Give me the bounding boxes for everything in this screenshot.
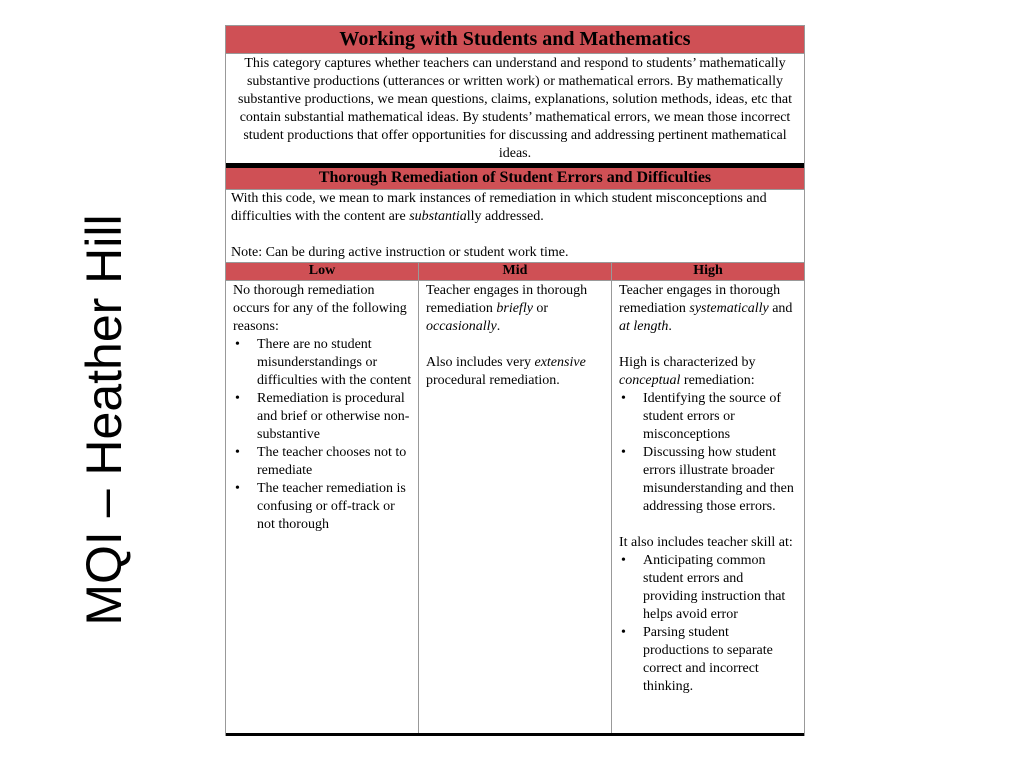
list-item: • There are no student misunderstandings or difficulties with the content [233, 336, 412, 390]
definition-text: With this code, we mean to mark instances of remediation in which student misconceptions and difficulties with the content are substantially addressed. [231, 191, 767, 224]
code-definition [226, 190, 804, 262]
mid-paragraph-2: Also includes very extensive procedural remediation. [426, 355, 586, 388]
definition-note: Note: Can be during active instruction or student work time. [231, 245, 569, 260]
list-item: • The teacher remediation is confusing or off-track or not thorough [233, 480, 412, 534]
definition-italic: substantia [409, 209, 467, 224]
level-table [226, 262, 804, 733]
rubric-document [225, 25, 805, 736]
page-title: Working with Students and Mathematics [226, 25, 804, 54]
side-title: MQI – Heather Hill [76, 214, 132, 626]
high-list-2 [619, 552, 798, 696]
list-item: • Discussing how student errors illustrate broader misunderstanding and then addressing those errors. [619, 444, 798, 516]
column-header-mid: Mid [418, 262, 611, 281]
cell-mid [418, 281, 611, 733]
low-reasons-list [233, 336, 412, 534]
cell-high [611, 281, 804, 733]
list-item: • Anticipating common student errors and providing instruction that helps avoid error [619, 552, 798, 624]
low-intro: No thorough remediation occurs for any of the following reasons: [233, 283, 407, 334]
column-header-high: High [611, 262, 804, 281]
high-paragraph-1: Teacher engages in thorough remediation systematically and at length. [619, 283, 793, 334]
cell-low [226, 281, 418, 733]
code-heading: Thorough Remediation of Student Errors and Difficulties [226, 168, 804, 190]
bottom-rule [226, 733, 804, 736]
category-description: This category captures whether teachers can understand and respond to students’ mathematically substantive productions (utterances or written work) or mathematical errors. By mathematically substantive productions, we mean questions, claims, explanations, solution methods, ideas, etc that contain substantial mathematical ideas. By students’ mathematical errors, we mean those incorrect student productions that offer opportunities for discussing and addressing pertinent mathematical ideas. [237, 56, 793, 161]
list-item: • Parsing student productions to separate correct and incorrect thinking. [619, 624, 798, 696]
list-item: • Identifying the source of student errors or misconceptions [619, 390, 798, 444]
list-item: • Remediation is procedural and brief or otherwise non-substantive [233, 390, 412, 444]
high-paragraph-2: High is characterized by conceptual remediation: [619, 355, 756, 388]
list-item: • The teacher chooses not to remediate [233, 444, 412, 480]
high-paragraph-3: It also includes teacher skill at: [619, 535, 793, 550]
mid-paragraph-1: Teacher engages in thorough remediation briefly or occasionally. [426, 283, 588, 334]
column-header-low: Low [226, 262, 418, 281]
high-list-1 [619, 390, 798, 516]
